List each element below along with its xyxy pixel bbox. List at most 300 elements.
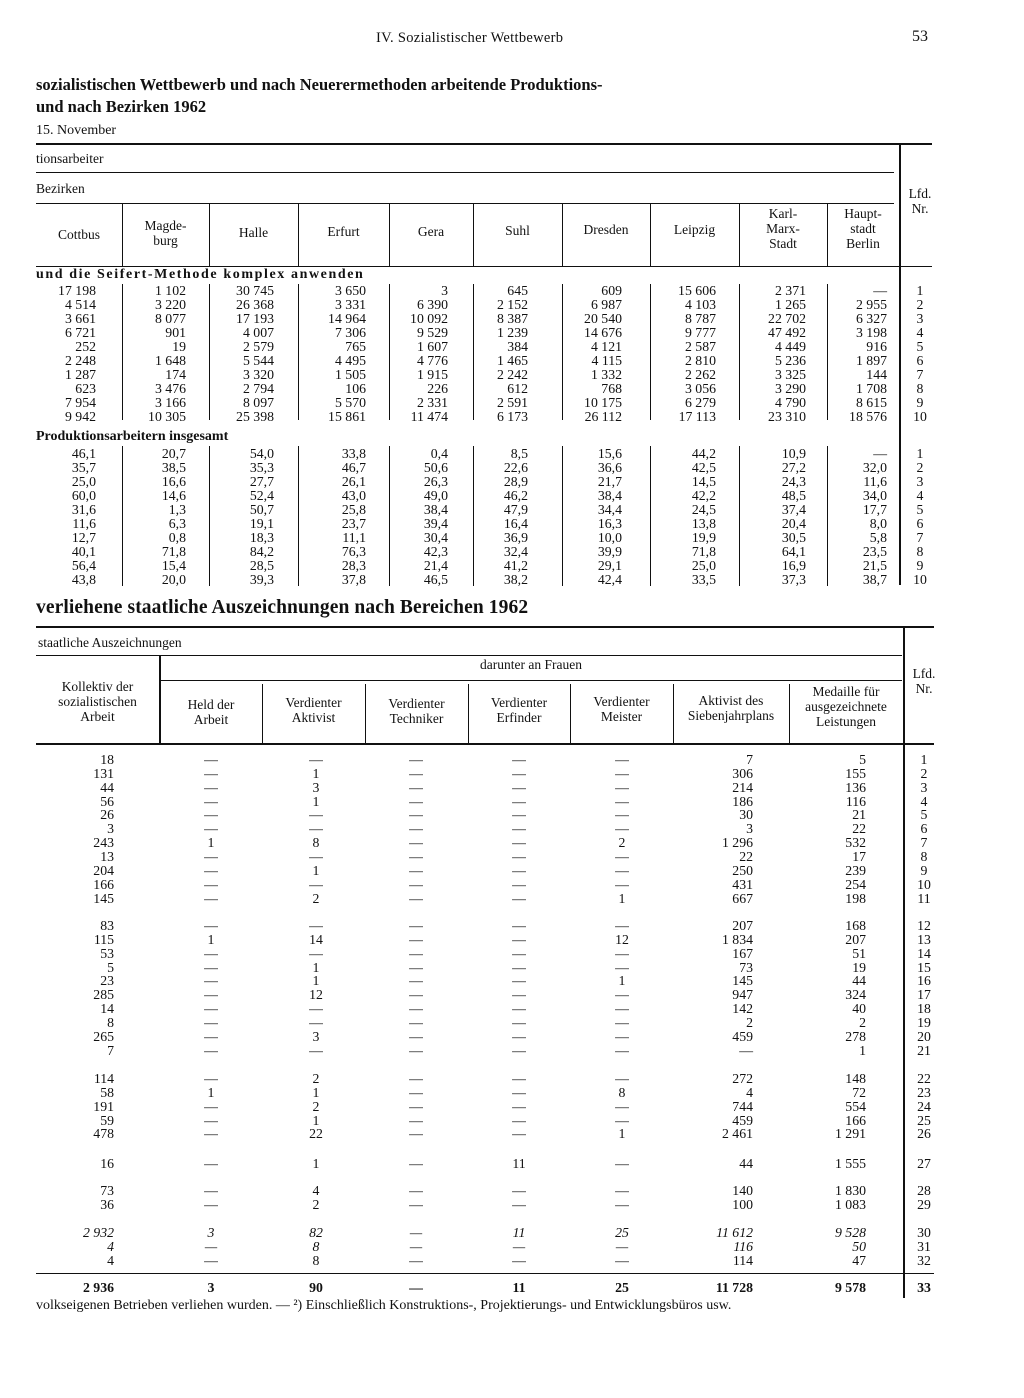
table-cell: —: [512, 1001, 526, 1017]
table2-top-rule: [36, 626, 934, 628]
table-cell: 1 296: [721, 835, 753, 851]
table-cell: 1 505: [334, 366, 366, 382]
table-cell: 2: [746, 1014, 753, 1030]
table-cell: 30,4: [423, 529, 448, 545]
table-cell: 3 220: [154, 296, 186, 312]
table-cell: 22,6: [503, 459, 528, 475]
row-number: 11: [917, 890, 931, 906]
table-cell: —: [204, 1098, 218, 1114]
table-cell: —: [512, 752, 526, 767]
table-cell: 21,7: [597, 473, 622, 489]
t2-col-kollektiv: Kollektiv der sozialistischen Arbeit: [58, 679, 137, 724]
table-cell: 16,9: [781, 557, 806, 573]
table-cell: 11,1: [342, 529, 366, 545]
table-cell: 3: [441, 283, 448, 298]
table-cell: 2: [312, 890, 320, 906]
table-cell: —: [615, 1253, 629, 1268]
table-cell: 10,0: [597, 529, 622, 545]
table-cell: 4 776: [416, 352, 448, 368]
table-cell: 23,5: [862, 543, 887, 559]
table-cell: 765: [345, 338, 366, 354]
table-cell: 250: [732, 862, 753, 878]
table-cell: 8,5: [510, 446, 528, 461]
table-cell: 1: [312, 793, 320, 809]
table-cell: —: [204, 848, 218, 864]
table-cell: 16,4: [503, 515, 528, 531]
table-cell: 16,6: [161, 473, 186, 489]
table-cell: —: [309, 918, 323, 933]
table-cell: —: [309, 807, 323, 823]
table-cell: 9 942: [64, 408, 96, 424]
t2-col-techniker: Verdienter Techniker: [388, 696, 445, 726]
table-cell: 28,9: [503, 473, 528, 489]
t1-col-dresden: Dresden: [583, 222, 629, 237]
table-cell: 6,3: [168, 515, 186, 531]
table-cell: 1 834: [721, 931, 753, 947]
table-cell: —: [309, 752, 323, 767]
table-cell: 23 310: [768, 408, 806, 424]
table-cell: 3 166: [154, 394, 186, 410]
row-number: 6: [920, 821, 928, 837]
table-cell: —: [615, 876, 629, 892]
table-cell: —: [409, 973, 423, 989]
table-cell: 30 745: [236, 283, 274, 298]
table-cell: 144: [866, 366, 887, 382]
table-cell: 4 514: [64, 296, 96, 312]
table-cell: 1: [207, 1084, 215, 1100]
table1-lfd-header: Lfd. Nr.: [908, 186, 932, 216]
table-cell: 15 606: [678, 283, 716, 298]
table-cell: —: [309, 1014, 323, 1030]
row-number: 8: [916, 543, 924, 559]
row-number: 3: [920, 779, 928, 795]
table-cell: 8: [107, 1014, 114, 1030]
table-cell: —: [409, 821, 423, 837]
table-cell: 19: [852, 959, 866, 975]
table-cell: 459: [732, 1112, 753, 1128]
table-cell: —: [204, 876, 218, 892]
table-cell: —: [615, 1028, 629, 1044]
row-number: 2: [920, 765, 928, 781]
table-cell: 4: [746, 1084, 753, 1100]
table-cell: —: [512, 807, 526, 823]
table-cell: 6 173: [496, 408, 528, 424]
table-cell: —: [615, 1196, 629, 1212]
t1-dvline-5a: [473, 284, 474, 420]
table-cell: 47: [852, 1253, 866, 1268]
t1-dvline-3a: [298, 284, 299, 420]
table-cell: 38,4: [597, 487, 622, 503]
table-cell: 1 465: [496, 352, 528, 368]
table-cell: 7: [746, 752, 753, 767]
row-number: 4: [916, 324, 924, 340]
t1-dvline-8b: [739, 446, 740, 586]
table-cell: 25,0: [71, 473, 96, 489]
table-cell: 4 007: [242, 324, 274, 340]
table-cell: 4 790: [774, 394, 806, 410]
table-cell: 42,4: [597, 571, 622, 587]
table-cell: 50: [852, 1239, 866, 1254]
table-cell: —: [204, 752, 218, 767]
table-cell: 3 661: [64, 310, 96, 326]
table-cell: 22 702: [768, 310, 806, 326]
table-cell: 29,1: [597, 557, 622, 573]
table-cell: 145: [732, 973, 753, 989]
table-cell: 1 265: [774, 296, 806, 312]
table1-section1-label: und die Seifert-Methode komplex anwenden: [36, 267, 365, 282]
table-cell: 115: [93, 931, 114, 947]
table-cell: 916: [866, 338, 887, 354]
table1-date: 15. November: [36, 123, 117, 138]
table-cell: —: [615, 1156, 629, 1171]
table-cell: —: [512, 1028, 526, 1044]
table-cell: 37,8: [341, 571, 366, 587]
table-cell: 1 291: [834, 1126, 866, 1142]
table-cell: —: [409, 1239, 423, 1254]
table-cell: —: [615, 1001, 629, 1017]
table-cell: 14,5: [691, 473, 716, 489]
table-cell: 1 607: [416, 338, 448, 354]
table-cell: 59: [100, 1112, 114, 1128]
table-cell: 478: [93, 1126, 114, 1142]
table-cell: 5: [859, 752, 866, 767]
table-cell: 10 092: [410, 310, 448, 326]
table-cell: 37,4: [781, 501, 806, 517]
table-cell: —: [204, 1014, 218, 1030]
table-cell: 64,1: [781, 543, 806, 559]
table-cell: 1 708: [855, 380, 887, 396]
table-cell: 1: [618, 890, 626, 906]
table-cell: 11: [512, 1156, 526, 1171]
table-cell: —: [615, 1071, 629, 1086]
table-cell: 40: [852, 1001, 866, 1017]
table2-header-bottom-rule: [36, 743, 934, 745]
table-cell: 5,8: [869, 529, 887, 545]
table-cell: —: [409, 1183, 423, 1198]
table-cell: 14: [309, 931, 323, 947]
table-cell: —: [409, 1028, 423, 1044]
row-number: 31: [917, 1239, 931, 1254]
table-cell: 18: [100, 752, 114, 767]
t2-col-erfinder: Verdienter Erfinder: [490, 695, 548, 725]
table-cell: —: [512, 931, 526, 947]
table-cell: 48,5: [781, 487, 806, 503]
table-cell: 1: [312, 1084, 320, 1100]
table-cell: —: [204, 1028, 218, 1044]
table-cell: —: [409, 1042, 423, 1058]
table-cell: —: [512, 779, 526, 795]
table-cell: 554: [845, 1098, 866, 1114]
table-cell: —: [873, 446, 887, 461]
table-cell: 623: [75, 380, 96, 396]
table-cell: —: [512, 959, 526, 975]
table-cell: 90: [309, 1280, 323, 1295]
table-cell: 207: [732, 918, 753, 933]
table-cell: 243: [93, 835, 114, 851]
table-cell: 8 787: [684, 310, 716, 326]
table-cell: —: [512, 945, 526, 961]
table-cell: 3: [207, 1280, 215, 1295]
table-cell: —: [615, 848, 629, 864]
row-number: 27: [917, 1156, 931, 1171]
table-cell: 25: [615, 1280, 629, 1295]
table-cell: 27,2: [781, 459, 806, 475]
table-cell: —: [409, 1225, 423, 1240]
table-cell: —: [615, 1239, 629, 1254]
table-cell: 71,8: [691, 543, 716, 559]
row-number: 32: [917, 1253, 931, 1268]
table-cell: 198: [845, 890, 866, 906]
row-number: 24: [917, 1098, 931, 1114]
table-cell: 9 777: [684, 324, 716, 340]
table-cell: 35,7: [71, 459, 96, 475]
row-number: 15: [917, 959, 931, 975]
table-cell: 21,4: [423, 557, 448, 573]
table-cell: 116: [733, 1239, 753, 1254]
table-cell: 31,6: [71, 501, 96, 517]
table-cell: 3: [207, 1225, 215, 1240]
table-cell: 1,3: [168, 501, 186, 517]
table-cell: 26,1: [341, 473, 366, 489]
table-cell: 18 576: [849, 408, 887, 424]
table-cell: —: [512, 821, 526, 837]
table-cell: 19,9: [691, 529, 716, 545]
t1-col-gera: Gera: [417, 224, 445, 239]
table-cell: 8: [312, 1239, 320, 1254]
row-number: 7: [916, 529, 924, 545]
t1-dvline-5b: [473, 446, 474, 586]
row-number: 6: [916, 352, 924, 368]
table-cell: —: [615, 987, 629, 1003]
table-cell: 24,5: [691, 501, 716, 517]
table-cell: 8 097: [242, 394, 274, 410]
table-cell: 17,7: [862, 501, 887, 517]
footnote: volkseigenen Betrieben verliehen wurden. — ²) Einschließlich Konstruktions-, Projektierungs- und Entwicklungsbüros usw.: [36, 1298, 732, 1313]
table-cell: 33,8: [341, 446, 366, 461]
table-cell: 14 964: [328, 310, 366, 326]
table-cell: 2 794: [242, 380, 274, 396]
row-number: 21: [917, 1042, 931, 1058]
table-cell: 609: [601, 283, 622, 298]
table-cell: 186: [732, 793, 753, 809]
table-cell: —: [615, 1098, 629, 1114]
table-cell: —: [409, 1098, 423, 1114]
table-cell: 46,5: [423, 571, 448, 587]
table-cell: —: [512, 1126, 526, 1142]
table-cell: —: [409, 1112, 423, 1128]
table-cell: 148: [845, 1071, 866, 1086]
table-cell: 768: [601, 380, 622, 396]
table-cell: —: [615, 793, 629, 809]
table-cell: 5 236: [774, 352, 806, 368]
table-cell: 2 248: [64, 352, 96, 368]
table-cell: 26,3: [423, 473, 448, 489]
table-cell: —: [615, 1112, 629, 1128]
table-cell: 4: [107, 1239, 114, 1254]
table-cell: 4 115: [591, 352, 622, 368]
table-cell: —: [409, 765, 423, 781]
row-number: 7: [916, 366, 924, 382]
table-cell: 82: [309, 1225, 323, 1240]
table-cell: 21: [852, 807, 866, 823]
table-cell: 14: [100, 1001, 114, 1017]
table-cell: 239: [845, 862, 866, 878]
table-cell: 4 495: [334, 352, 366, 368]
table-cell: 114: [732, 1253, 753, 1268]
table-cell: —: [204, 959, 218, 975]
table-cell: —: [409, 1084, 423, 1100]
row-number: 2: [916, 296, 924, 312]
table-cell: —: [409, 1126, 423, 1142]
table-cell: 19: [172, 338, 186, 354]
table-cell: 34,0: [862, 487, 887, 503]
table-cell: —: [204, 821, 218, 837]
t1-dvline-7b: [650, 446, 651, 586]
table-cell: 46,1: [71, 446, 96, 461]
table-cell: 9 529: [416, 324, 448, 340]
table1-title-line2: und nach Bezirken 1962: [36, 97, 207, 116]
table-cell: —: [204, 987, 218, 1003]
table-cell: 306: [732, 765, 753, 781]
table-cell: 14 676: [584, 324, 622, 340]
t2-col-meister: Verdienter Meister: [593, 694, 650, 724]
row-number: 12: [917, 918, 931, 933]
table-cell: —: [204, 1071, 218, 1086]
table-cell: 8 077: [154, 310, 186, 326]
table-cell: 2 262: [684, 366, 716, 382]
table1-section2-label: Produktionsarbeitern insgesamt: [36, 429, 229, 444]
table-cell: 49,0: [423, 487, 448, 503]
t1-col-erfurt: Erfurt: [327, 224, 360, 239]
table-cell: 8,0: [869, 515, 887, 531]
table-cell: 285: [93, 987, 114, 1003]
table-cell: 2 932: [82, 1225, 114, 1240]
table-cell: 3: [746, 821, 753, 837]
table-cell: 254: [845, 876, 866, 892]
table-cell: 41,2: [503, 557, 528, 573]
table-cell: —: [512, 793, 526, 809]
table-cell: 3 290: [774, 380, 806, 396]
table-cell: 10 175: [584, 394, 622, 410]
table-cell: —: [409, 931, 423, 947]
table-cell: 3: [107, 821, 114, 837]
table1-header-group: tionsarbeiter: [36, 151, 104, 166]
table-cell: 252: [75, 338, 96, 354]
table-cell: 2 579: [242, 338, 274, 354]
table-cell: 947: [732, 987, 753, 1003]
table-cell: 1: [312, 1112, 320, 1128]
table-cell: —: [512, 1098, 526, 1114]
table-cell: 7 306: [334, 324, 366, 340]
table-cell: 1: [859, 1042, 866, 1058]
row-number: 25: [917, 1112, 931, 1128]
table-cell: —: [615, 945, 629, 961]
table-cell: 226: [427, 380, 448, 396]
table-cell: —: [512, 1084, 526, 1100]
table-cell: —: [512, 890, 526, 906]
table-cell: 39,3: [249, 571, 274, 587]
table-cell: 100: [732, 1196, 753, 1212]
table2-header-group: staatliche Auszeichnungen: [38, 635, 182, 650]
table-cell: 38,4: [423, 501, 448, 517]
table-cell: —: [204, 1156, 218, 1171]
table-cell: 3 476: [154, 380, 186, 396]
table-cell: —: [204, 862, 218, 878]
row-number: 20: [917, 1028, 931, 1044]
table-cell: 1 915: [416, 366, 448, 382]
table-cell: 2 371: [774, 283, 806, 298]
table-cell: 2: [312, 1071, 320, 1086]
table-cell: 5: [107, 959, 114, 975]
table-cell: 145: [93, 890, 114, 906]
table-cell: 1 239: [496, 324, 528, 340]
table-cell: 38,7: [862, 571, 887, 587]
table-cell: 10,9: [781, 446, 806, 461]
row-number: 4: [916, 487, 924, 503]
table-cell: 3 198: [855, 324, 887, 340]
table-cell: 13,8: [691, 515, 716, 531]
table-cell: 44: [852, 973, 866, 989]
table-cell: 6 327: [855, 310, 887, 326]
table-cell: 5 544: [242, 352, 274, 368]
table-cell: 0,8: [168, 529, 186, 545]
table2-rule-sub: [160, 680, 902, 681]
table-cell: —: [615, 959, 629, 975]
table-cell: 54,0: [249, 446, 274, 461]
table-cell: —: [309, 1001, 323, 1017]
table-cell: 73: [739, 959, 753, 975]
table-cell: 22: [852, 821, 866, 837]
table-cell: 645: [507, 283, 528, 298]
row-number: 10: [913, 571, 927, 587]
table-cell: 3: [312, 1028, 320, 1044]
t1-dvline-9a: [827, 284, 828, 420]
row-number: 8: [920, 848, 928, 864]
table-cell: 4 103: [684, 296, 716, 312]
table-cell: 166: [93, 876, 114, 892]
table-cell: —: [309, 848, 323, 864]
table-cell: —: [409, 876, 423, 892]
t1-dvline-6a: [562, 284, 563, 420]
table-cell: 1: [312, 959, 320, 975]
table-cell: —: [512, 1253, 526, 1268]
row-number: 10: [913, 408, 927, 424]
table-cell: 25: [615, 1225, 629, 1240]
table-cell: 36,6: [597, 459, 622, 475]
row-number: 13: [917, 931, 931, 947]
table-cell: 1: [207, 835, 215, 851]
table-cell: 44,2: [691, 446, 716, 461]
table-cell: 2 936: [82, 1280, 114, 1295]
table-cell: 15,4: [161, 557, 186, 573]
table-cell: 3 650: [334, 283, 366, 298]
table-cell: 11 612: [716, 1225, 753, 1240]
table-cell: 1 897: [855, 352, 887, 368]
table-cell: 56,4: [71, 557, 96, 573]
table2-title: verliehene staatliche Auszeichnungen nach Bereichen 1962: [36, 597, 529, 618]
t1-col-magdeburg: Magde- burg: [144, 218, 187, 248]
row-number: 26: [917, 1126, 931, 1142]
table-cell: 3 325: [774, 366, 806, 382]
t1-dvline-3b: [298, 446, 299, 586]
table-cell: —: [409, 807, 423, 823]
table-cell: 36,9: [503, 529, 528, 545]
table-cell: —: [615, 1042, 629, 1058]
table-cell: 17 198: [58, 283, 96, 298]
table-cell: 8 615: [855, 394, 887, 410]
table-cell: —: [512, 1071, 526, 1086]
table-cell: 1: [312, 973, 320, 989]
